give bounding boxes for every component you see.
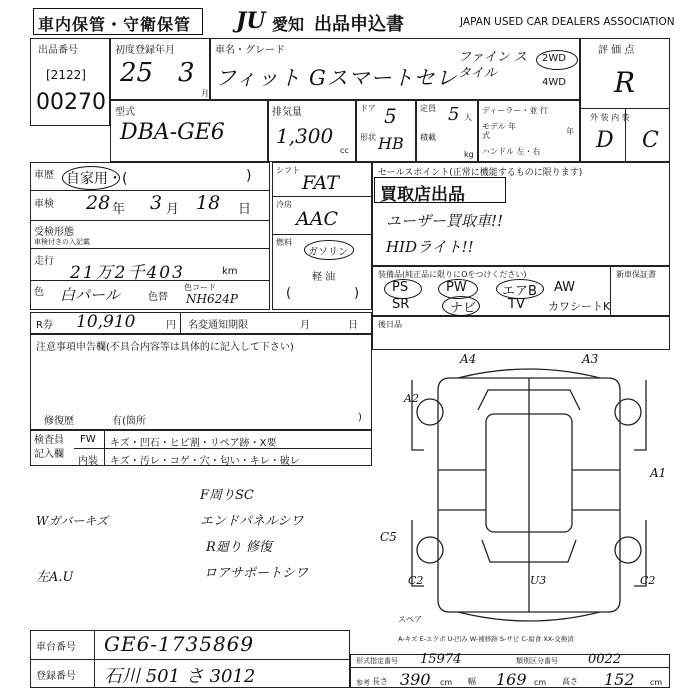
ac-value: AAC xyxy=(296,208,338,230)
equip-tv: TV xyxy=(508,297,525,312)
later-label: 後日品 xyxy=(378,320,402,329)
received-label: 受検形態 xyxy=(34,227,74,238)
equip-aw: AW xyxy=(554,280,576,295)
mileage-label: 走行 xyxy=(34,256,54,267)
color-code-label: 色コード xyxy=(184,283,216,292)
ext-value: D xyxy=(596,128,614,153)
equip-sr: SR xyxy=(392,297,410,312)
paren-close: ) xyxy=(354,286,360,301)
displacement-label: 排気量 xyxy=(272,107,302,118)
repair-close: ) xyxy=(358,412,362,423)
history-value: 自家用・( xyxy=(66,171,128,187)
mark-u3: U3 xyxy=(530,574,547,587)
english-name: JAPAN USED CAR DEALERS ASSOCIATION xyxy=(460,16,675,28)
car-name-label: 車名・グレード xyxy=(215,45,285,56)
inspection-month: 3 xyxy=(150,192,163,214)
reg-value: 石川 501 さ 3012 xyxy=(104,666,256,687)
equip-leather: カワシートK xyxy=(548,300,611,313)
score-value: R xyxy=(614,66,636,99)
dealer-label: ディーラー・並 行 xyxy=(482,106,548,115)
displacement-value: 1,300 xyxy=(276,124,334,148)
inspection-year: 28 xyxy=(86,192,111,214)
hand-note-2: エンドパネルシワ xyxy=(200,514,304,529)
class-value: 0022 xyxy=(588,652,622,667)
hand-note-1: F周りSC xyxy=(200,488,254,503)
equip-pw: PW xyxy=(446,280,467,295)
chassis-label: 車台番号 xyxy=(36,642,76,653)
fw-items: キズ・凹石・ヒビ割・リペア跡・X要 xyxy=(110,438,277,449)
mark-a3: A3 xyxy=(582,352,599,366)
door-label: ドア xyxy=(360,104,376,113)
mark-c2-right: C2 xyxy=(640,574,656,587)
width-label: 幅 xyxy=(468,677,476,686)
capacity-label: 定員 xyxy=(420,104,436,113)
deadline-label: 名変通知期限 xyxy=(188,320,248,331)
width-unit: cm xyxy=(534,678,547,687)
inspection-day: 18 xyxy=(196,192,221,214)
inspection-year-unit: 年 xyxy=(112,202,126,217)
drive-4wd: 4WD xyxy=(542,77,566,88)
selling-label: セールスポイント(正常に機能するものに限ります) xyxy=(378,168,583,178)
shift-label: シフト xyxy=(276,166,300,175)
inspection-label: 車検 xyxy=(34,199,54,210)
capacity-value: 5 xyxy=(448,104,460,125)
car-diagram xyxy=(378,350,678,640)
equip-airbag: エアB xyxy=(502,284,537,299)
reg-label: 登録番号 xyxy=(36,671,76,682)
left-note-2: 左A.U xyxy=(36,570,74,585)
lot-label: 出品番号 xyxy=(38,45,78,56)
spare-label: スペア xyxy=(398,615,422,624)
kg-unit: kg xyxy=(464,150,474,159)
lot-sub-number: [2122] xyxy=(46,68,86,82)
model-label: 型式 xyxy=(115,107,135,118)
navi-circle xyxy=(442,296,480,316)
width-value: 169 xyxy=(496,670,527,689)
type-cert-value: 15974 xyxy=(420,652,462,667)
style-extra: ファイン スタイル xyxy=(458,50,527,81)
airbag-circle xyxy=(496,279,544,299)
lot-number: 00270 xyxy=(36,90,106,115)
height-unit: cm xyxy=(650,678,663,687)
ps-circle xyxy=(384,279,422,299)
type-cert-label: 形式指定番号 xyxy=(356,657,398,665)
capacity-unit: 人 xyxy=(464,113,472,122)
height-label: 高さ xyxy=(562,677,578,686)
ext-int-label: 外 装 内 装 xyxy=(590,113,630,122)
color-label: 色 xyxy=(34,287,44,298)
inspection-day-unit: 日 xyxy=(238,202,252,217)
score-label: 評 価 点 xyxy=(598,45,635,56)
load-label: 積載 xyxy=(420,133,436,142)
org-name: 愛知 xyxy=(272,15,305,34)
color-value: 白パール xyxy=(60,286,120,304)
handle-label: ハンドル 左・右 xyxy=(482,147,541,156)
class-label: 類別区分番号 xyxy=(516,657,558,665)
cert-label: 新車保証書 xyxy=(616,270,656,279)
left-note-1: Wガバーキズ xyxy=(36,514,109,528)
ju-logo: JU xyxy=(236,8,266,34)
mark-c2-left: C2 xyxy=(408,574,424,587)
mark-a4: A4 xyxy=(460,352,477,366)
mileage-value: 21万2千403 xyxy=(70,263,185,283)
shape-value: HB xyxy=(378,134,404,153)
model-value: DBA-GE6 xyxy=(120,120,225,145)
chassis-value: GE6-1735869 xyxy=(104,632,255,656)
color-change-label: 色替 xyxy=(148,292,168,303)
repair-value: 有(箇所 xyxy=(112,416,146,427)
recycle-amount: 10,910 xyxy=(76,312,136,332)
hand-note-4: ロアサポートシワ xyxy=(204,566,309,581)
deadline-day: 日 xyxy=(348,320,358,331)
hand-note-3: R廻り 修復 xyxy=(206,540,272,555)
model-year-unit: 年 xyxy=(566,127,574,136)
equipment-label: 装備品(純正品に限りにOをつけください) xyxy=(378,270,527,279)
reg-month-value: 3 xyxy=(178,58,195,88)
notes-label: 注意事項申告欄(不具合内容等は具体的に記入して下さい) xyxy=(36,342,294,353)
interior-label: 内装 xyxy=(78,456,98,467)
mileage-unit: km xyxy=(222,266,238,277)
mark-a2: A2 xyxy=(404,392,419,405)
model-year-label: モデル 年式 xyxy=(482,122,517,140)
recycle-label: R券 xyxy=(36,320,53,331)
fuel-label: 燃料 xyxy=(276,238,292,247)
length-label: 長さ xyxy=(372,677,388,686)
ref-label: 参考 xyxy=(356,679,370,687)
mark-c5: C5 xyxy=(380,530,397,544)
reg-year-value: 25 xyxy=(120,58,154,88)
gasoline: ガソリン xyxy=(308,247,348,258)
repair-label: 修復歴 xyxy=(44,416,74,427)
car-name-value: フィット Gスマートセレ xyxy=(215,66,458,90)
history-label: 車歴 xyxy=(34,170,54,181)
fw-label: FW xyxy=(80,434,96,445)
storage-tag-text: 車内保管・守衛保管 xyxy=(38,15,192,34)
inspector-label: 検査員 記入欄 xyxy=(34,435,64,460)
equip-navi: ナビ xyxy=(450,301,477,316)
shape-label: 形状 xyxy=(360,133,376,142)
interior-items: キズ・汚レ・コゲ・穴・匂い・キレ・破レ xyxy=(110,456,300,467)
length-unit: cm xyxy=(440,678,453,687)
later-block xyxy=(372,316,670,350)
ac-label: 冷房 xyxy=(276,200,292,209)
selling-tag: 買取店出品 xyxy=(380,185,465,205)
cc-unit: cc xyxy=(340,146,349,155)
received-sub: 車検付きの入記載 xyxy=(34,238,90,246)
deadline-month: 月 xyxy=(300,320,310,331)
reg-year-label: 初度登録年月 xyxy=(115,45,175,56)
mark-a1: A1 xyxy=(650,466,667,480)
drive-2wd: 2WD xyxy=(542,53,566,64)
door-value: 5 xyxy=(384,104,397,128)
history-close: ) xyxy=(246,168,252,184)
int-value: C xyxy=(642,128,659,153)
equip-ps: PS xyxy=(392,280,409,295)
selling-line2: HIDライト!! xyxy=(386,238,474,256)
length-value: 390 xyxy=(400,670,431,689)
selling-line1: ユーザー買取車!! xyxy=(386,212,504,230)
form-title: 出品申込書 xyxy=(314,14,404,35)
diesel: 軽 油 xyxy=(312,272,336,283)
diagram-legend: A-キズ E-エクボ U-凹み W-補修跡 S-サビ C-腐食 XX-交換済 xyxy=(398,635,574,643)
height-value: 152 xyxy=(604,670,635,689)
reg-month-unit: 月 xyxy=(201,89,209,98)
color-code-value: NH624P xyxy=(186,292,238,306)
inspection-month-unit: 月 xyxy=(166,202,180,217)
paren-open: ( xyxy=(286,286,292,301)
recycle-yen: 円 xyxy=(166,320,176,331)
shift-value: FAT xyxy=(302,172,339,194)
